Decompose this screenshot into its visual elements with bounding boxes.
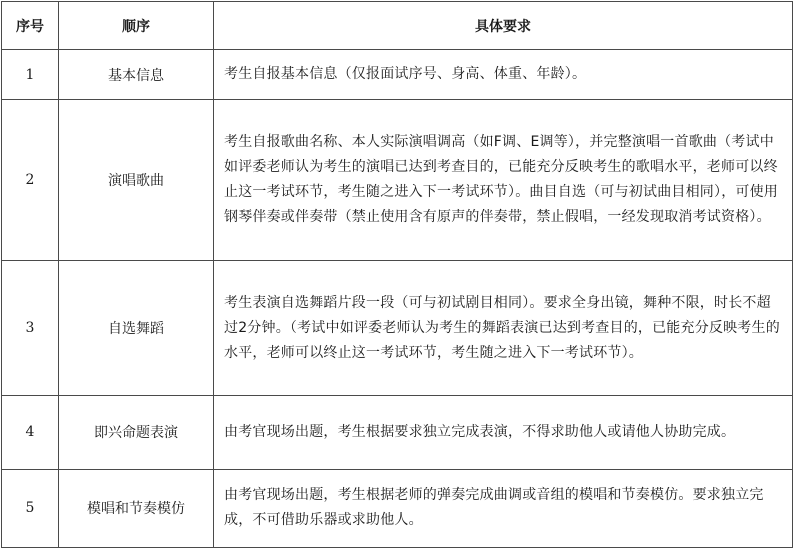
row-num: 2 — [2, 100, 59, 261]
header-num: 序号 — [2, 2, 59, 50]
row-requirement: 考生自报歌曲名称、本人实际演唱调高（如F调、E调等），并完整演唱一首歌曲（考试中如评委老师认为考生的演唱已达到考查目的，已能充分反映考生的歌唱水平，老师可以终止这一考试环节，考生随之进入下一考试环节）。曲目自选（可与初试曲目相同），可使用钢琴伴奏或伴奏带（禁止使用含有原声的伴奏带，禁止假唱，一经发现取消考试资格）。 — [214, 100, 793, 261]
row-num: 4 — [2, 395, 59, 469]
row-requirement: 由考官现场出题，考生根据老师的弹奏完成曲调或音组的模唱和节奏模仿。要求独立完成，不可借助乐器或求助他人。 — [214, 469, 793, 547]
row-requirement: 由考官现场出题，考生根据要求独立完成表演，不得求助他人或请他人协助完成。 — [214, 395, 793, 469]
row-num: 5 — [2, 469, 59, 547]
row-num: 1 — [2, 50, 59, 100]
header-step: 顺序 — [59, 2, 214, 50]
row-requirement: 考生自报基本信息（仅报面试序号、身高、体重、年龄）。 — [214, 50, 793, 100]
header-requirements: 具体要求 — [214, 2, 793, 50]
row-num: 3 — [2, 261, 59, 395]
row-requirement: 考生表演自选舞蹈片段一段（可与初试剧目相同）。要求全身出镜，舞种不限，时长不超过2分钟。（考试中如评委老师认为考生的舞蹈表演已达到考查目的，已能充分反映考生的水平，老师可以终止这一考试环节，考生随之进入下一考试环节）。 — [214, 261, 793, 395]
row-step: 自选舞蹈 — [59, 261, 214, 395]
table-header-row — [2, 2, 793, 50]
exam-requirements-table — [1, 1, 793, 548]
row-step: 基本信息 — [59, 50, 214, 100]
row-step: 模唱和节奏模仿 — [59, 469, 214, 547]
table-row — [2, 50, 793, 100]
row-step: 演唱歌曲 — [59, 100, 214, 261]
row-step: 即兴命题表演 — [59, 395, 214, 469]
table-row — [2, 100, 793, 261]
table-row — [2, 395, 793, 469]
table-row — [2, 261, 793, 395]
table-row — [2, 469, 793, 547]
